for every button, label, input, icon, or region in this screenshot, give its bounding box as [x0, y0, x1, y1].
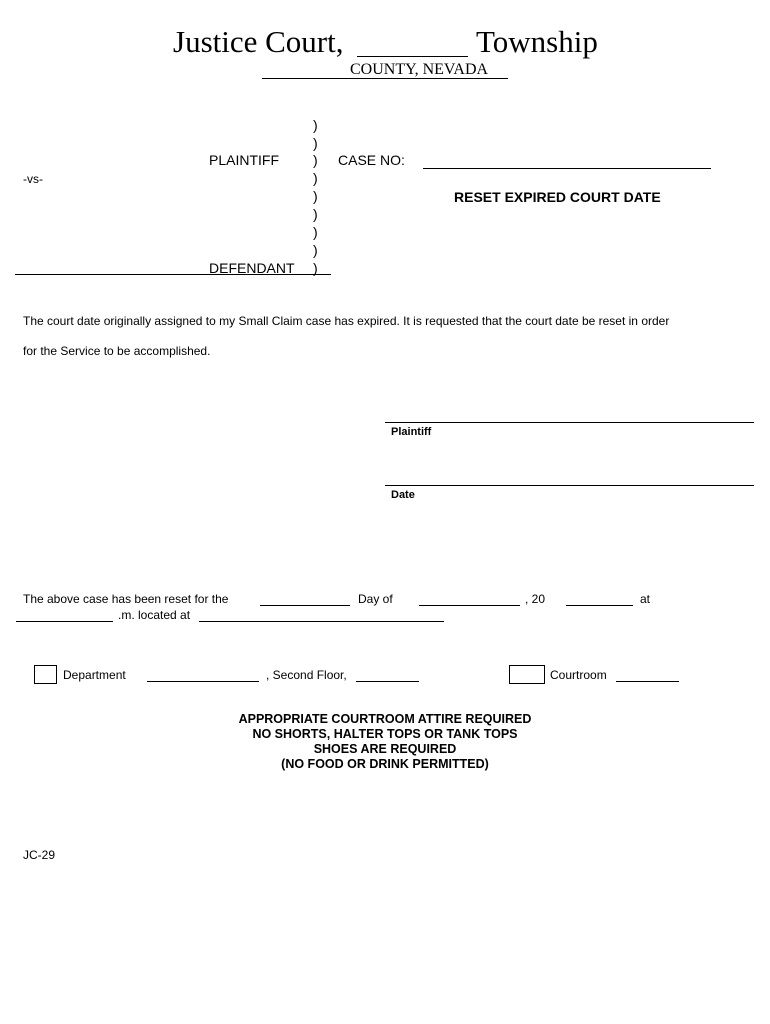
department-checkbox[interactable] [34, 665, 57, 684]
caption-paren-2: ) [313, 135, 318, 151]
plaintiff-signature-line[interactable] [385, 422, 754, 423]
notice-line-2: NO SHORTS, HALTER TOPS OR TANK TOPS [252, 727, 518, 741]
vs-label: -vs- [23, 172, 43, 186]
form-id: JC-29 [23, 848, 56, 862]
second-floor-line[interactable] [356, 681, 419, 682]
reset-month-line[interactable] [419, 605, 520, 606]
reset-pm-located: .m. located at [118, 608, 191, 622]
court-title-left: Justice Court, [173, 24, 344, 59]
plaintiff-signature-label: Plaintiff [391, 426, 432, 438]
body-line-2: for the Service to be accomplished. [23, 344, 211, 358]
caption-paren-6: ) [313, 206, 318, 222]
case-no-label: CASE NO: [338, 152, 405, 168]
case-no-line[interactable] [423, 168, 711, 169]
date-signature-label: Date [391, 489, 415, 501]
reset-prefix: The above case has been reset for the [23, 592, 229, 606]
reset-day-of: Day of [358, 592, 393, 606]
reset-time-line[interactable] [16, 621, 113, 622]
reset-year-prefix: , 20 [525, 592, 546, 606]
second-floor-label: , Second Floor, [266, 668, 347, 682]
township-label: Township [476, 24, 598, 59]
court-title [173, 24, 344, 60]
caption-paren-9: ) [313, 260, 318, 276]
courtroom-label: Courtroom [550, 668, 607, 682]
date-signature-line[interactable] [385, 485, 754, 486]
notice-line-1: APPROPRIATE COURTROOM ATTIRE REQUIRED [238, 712, 532, 726]
department-line[interactable] [147, 681, 259, 682]
caption-paren-4: ) [313, 170, 318, 186]
reset-day-line[interactable] [260, 605, 350, 606]
courtroom-checkbox[interactable] [509, 665, 545, 684]
caption-paren-1: ) [313, 117, 318, 133]
defendant-caption-label: DEFENDANT [209, 260, 295, 276]
county-label: COUNTY, NEVADA [350, 61, 489, 78]
body-line-1: The court date originally assigned to my Small Claim case has expired. It is requested that the court date be reset in order [23, 314, 670, 328]
reset-at: at [640, 592, 651, 606]
reset-location-line[interactable] [199, 621, 444, 622]
notice-line-4: (NO FOOD OR DRINK PERMITTED) [281, 757, 489, 771]
caption-paren-3: ) [313, 152, 318, 168]
caption-paren-5: ) [313, 188, 318, 204]
notice-line-3: SHOES ARE REQUIRED [313, 742, 457, 756]
courtroom-line[interactable] [616, 681, 679, 682]
reset-year-line[interactable] [566, 605, 633, 606]
caption-paren-7: ) [313, 224, 318, 240]
plaintiff-caption-label: PLAINTIFF [209, 152, 280, 168]
form-title: RESET EXPIRED COURT DATE [454, 189, 661, 205]
department-label: Department [63, 668, 126, 682]
township-blank-line[interactable] [357, 56, 468, 57]
caption-paren-8: ) [313, 242, 318, 258]
